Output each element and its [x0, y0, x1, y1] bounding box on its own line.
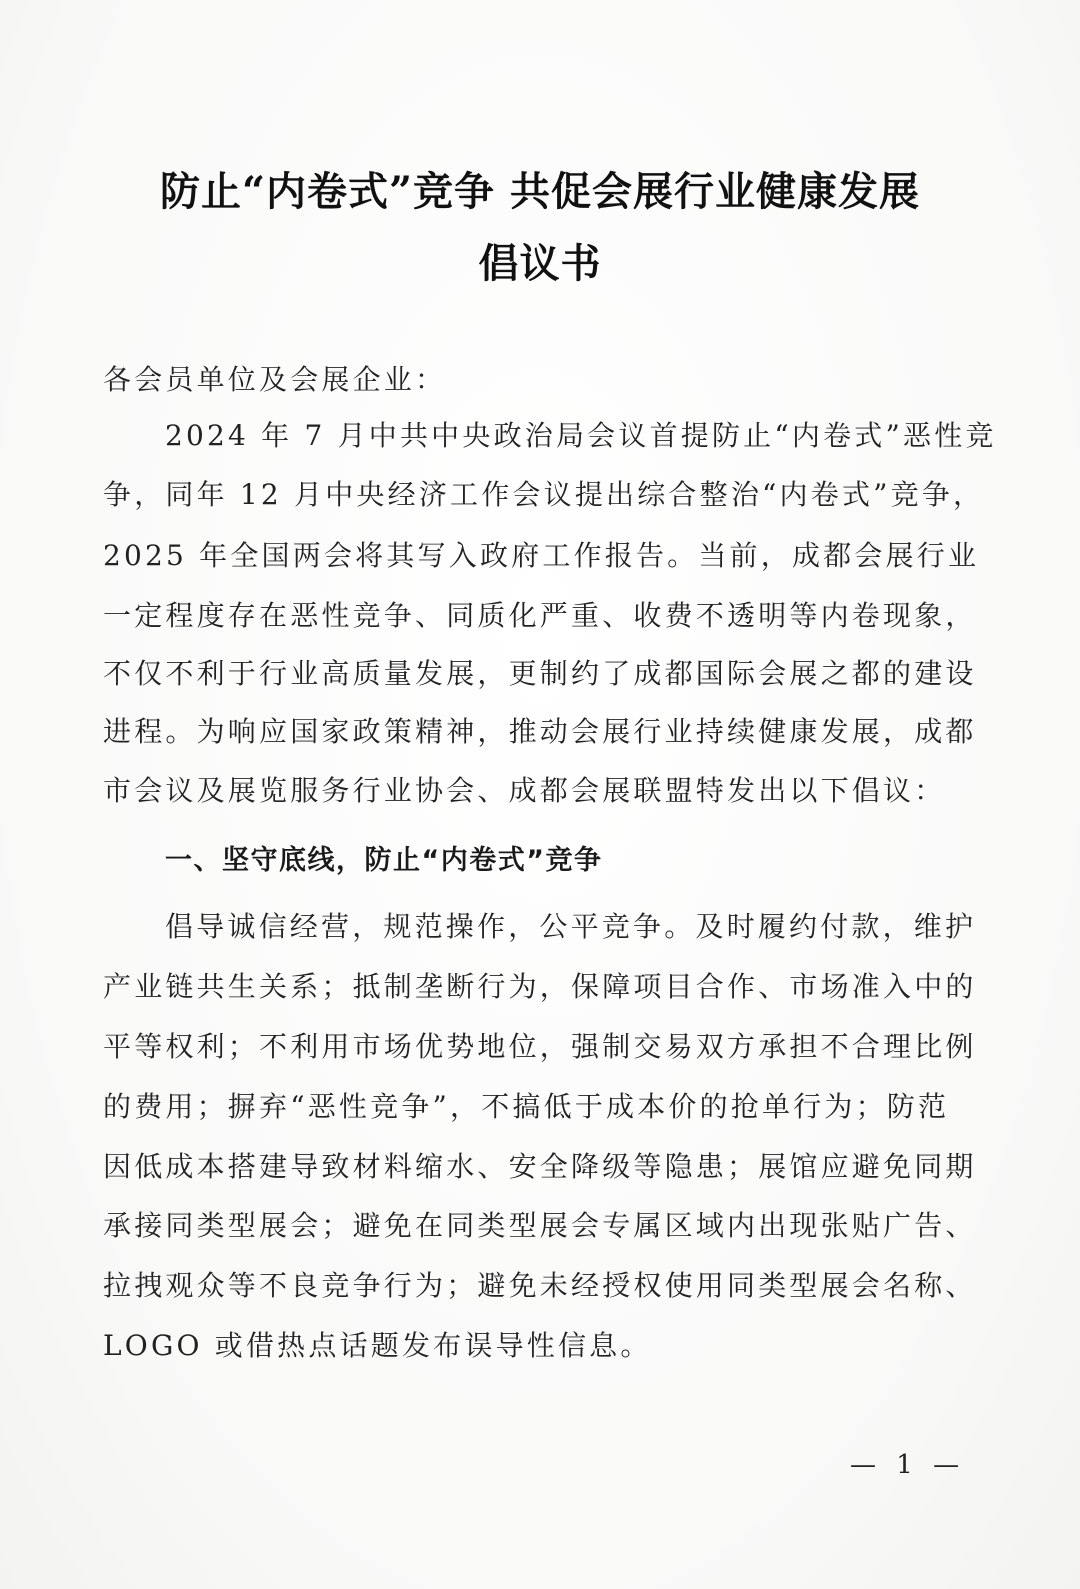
paragraph-line: 拉拽观众等不良竞争行为；避免未经授权使用同类型展会名称、	[103, 1269, 977, 1302]
paragraph-line: 的费用；摒弃“恶性竞争”，不搞低于成本价的抢单行为；防范	[103, 1090, 950, 1123]
paragraph-line: 市会议及展览服务行业协会、成都会展联盟特发出以下倡议：	[103, 774, 946, 807]
paragraph-line: 承接同类型展会；避免在同类型展会专属区域内出现张贴广告、	[103, 1209, 977, 1242]
paragraph-line: 产业链共生关系；抵制垄断行为，保障项目合作、市场准入中的	[103, 970, 977, 1003]
paragraph-line: 平等权利；不利用市场优势地位，强制交易双方承担不合理比例	[103, 1030, 977, 1063]
document-title-line-2: 倡议书	[478, 240, 602, 287]
paragraph-line: 2025 年全国两会将其写入政府工作报告。当前，成都会展行业	[103, 539, 980, 572]
paragraph-line: 因低成本搭建导致材料缩水、安全降级等隐患；展馆应避免同期	[103, 1150, 977, 1183]
paragraph-line: 2024 年 7 月中共中央政治局会议首提防止“内卷式”恶性竞	[165, 419, 997, 452]
salutation: 各会员单位及会展企业：	[103, 363, 447, 396]
paragraph-line: 争，同年 12 月中央经济工作会议提出综合整治“内卷式”竞争，	[103, 478, 985, 511]
paragraph-line: 倡导诚信经营，规范操作，公平竞争。及时履约付款，维护	[165, 910, 977, 943]
paragraph-line: 一定程度存在恶性竞争、同质化严重、收费不透明等内卷现象，	[103, 599, 977, 632]
page-number: — 1 —	[850, 1450, 966, 1480]
paragraph-line: LOGO 或借热点话题发布误导性信息。	[103, 1329, 652, 1362]
paragraph-line: 进程。为响应国家政策精神，推动会展行业持续健康发展，成都	[103, 715, 977, 748]
section-1-heading: 一、坚守底线，防止“内卷式”竞争	[165, 845, 603, 876]
paragraph-line: 不仅不利于行业高质量发展，更制约了成都国际会展之都的建设	[103, 657, 977, 690]
document-title-line-1: 防止“内卷式”竞争 共促会展行业健康发展	[160, 168, 920, 215]
